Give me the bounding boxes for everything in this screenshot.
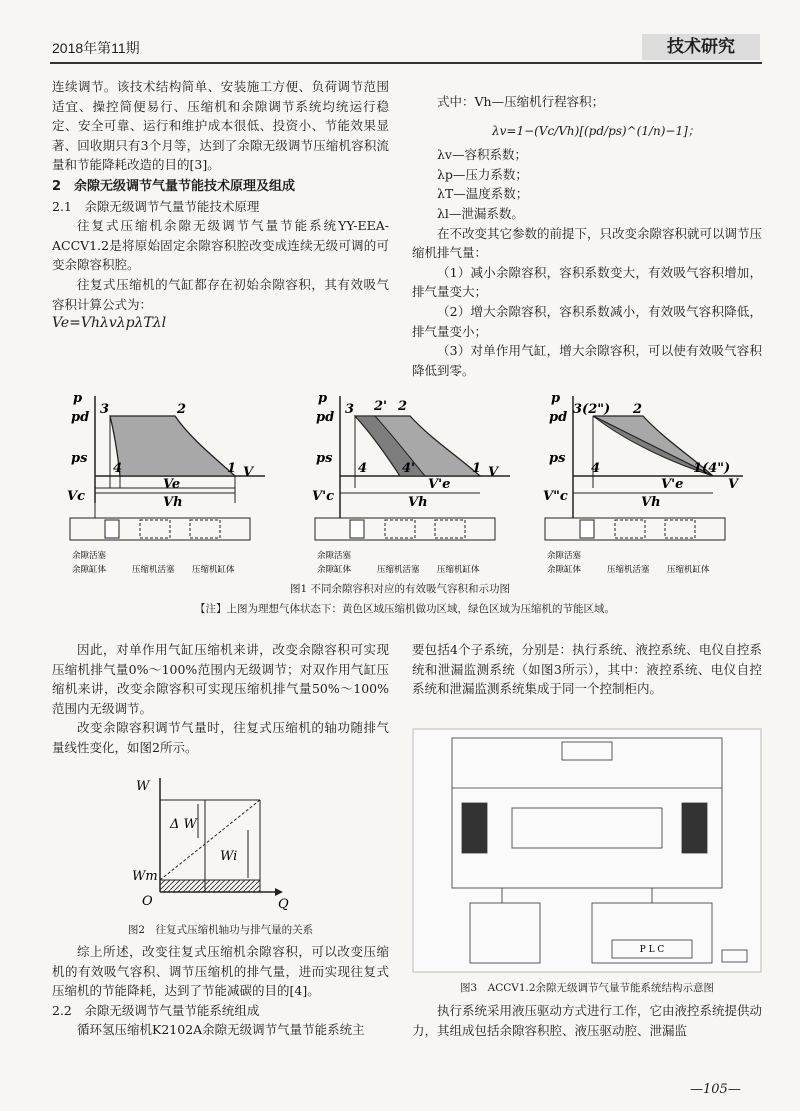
figure-1-note: 【注】上图为理想气体状态下：黄色区域压缩机做功区域，绿色区域为压缩机的节能区域。 [195,603,615,615]
vh-label: Vh [641,495,661,510]
ve-label: Ve [163,477,181,492]
paragraph: 往复式压缩机余隙无级调节气量节能系统YY-EEA-ACCV1.2是将原始固定余隙容积腔改变成连续无级可调的可变余隙容积腔。 [52,218,389,273]
mech-label: 压缩机活塞 [377,565,420,575]
mech-label: 压缩机活塞 [607,565,650,575]
ps-label: ps [549,451,566,466]
left-column-bottom-top [52,640,389,758]
figure-2 [130,770,300,910]
list-item: （1）减小余隙容积，容积系数变大，有效吸气容积增加，排气量变大； [412,264,762,300]
p-axis-label: p [551,391,561,406]
point-2: 2 [633,402,643,417]
list-item: （3）对单作用气缸，增大余隙容积，可以使有效吸气容积降低到零。 [412,343,762,378]
paragraph: 要包括4个子系统，分别是：执行系统、液控系统、电仪自控系统和泄漏监测系统（如图3所示），其中：液控系统、电仪自控系统和泄漏监测系统集成于同一个控制柜内。 [412,642,762,697]
wi-label: Wi [220,849,238,864]
pv-diagram-1 [67,391,265,518]
origin-label: O [142,894,153,909]
mech-label: 余隙缸体 [317,565,352,575]
ve-label: V'e [661,477,684,492]
point-4: 4 [113,461,123,476]
pd-label: pd [316,410,335,425]
mech-label: 压缩机缸体 [192,565,235,575]
right-column-end [412,1001,762,1040]
paragraph: 因此，对单作用气缸压缩机来讲，改变余隙容积可实现压缩机排气量0%～100%范围内无级调节；对双作用气缸压缩机来讲，改变余隙容积可实现压缩机排气量50%～100%范围内无级调节。 [52,642,389,716]
list-item: （2）增大余隙容积，容积系数减小，有效吸气容积降低，排气量变小； [412,303,762,339]
paragraph: 改变余隙容积调节气量时，往复式压缩机的轴功随排气量线性变化，如图2所示。 [52,720,389,755]
point-4p: 4' [402,461,416,476]
figure-3 [412,728,762,973]
paragraph: 在不改变其它参数的前提下，只改变余隙容积就可以调节压缩机排气量： [412,225,763,261]
vc-label: V"c [543,489,568,504]
paragraph: 执行系统采用液压驱动方式进行工作，它由液控系统提供动力，其组成包括余隙容积腔、液压驱动腔、泄漏监 [412,1003,763,1038]
ps-label: ps [316,451,333,466]
left-column-top [52,77,389,334]
paragraph: 连续调节。该技术结构简单、安装施工方便、负荷调节范围适宜、操控简便易行、压缩机和余隙调节系统均统运行稳定、安全可靠、运行和维护成本很低、投资小、节能效果显著、回收期只有3个月等，达到了余隙无级调节压缩机容积流量和节能降耗改造的目的[3]。 [52,79,389,173]
list-item: λT—温度系数； [437,186,529,202]
mech-label: 压缩机缸体 [437,565,480,575]
paragraph: 式中：Vh—压缩机行程容积； [437,94,605,109]
figure-3-caption: 图3 ACCV1.2余隙无级调节气量节能系统结构示意图 [459,982,715,994]
mech-label: 余隙活塞 [547,551,582,561]
w-axis-label: W [136,779,150,794]
paragraph: 往复式压缩机的气缸都存在初始余隙容积，其有效吸气容积计算公式为： [52,276,389,312]
figure-1 [55,388,755,578]
mech-label: 压缩机活塞 [132,565,175,575]
ps-label: ps [71,451,88,466]
formula-ve: Ve=VhλvλpλTλl [52,315,167,332]
figure-2-caption: 图2 往复式压缩机轴功与排气量的关系 [127,924,314,936]
pd-label: pd [549,410,568,425]
q-axis-label: Q [278,897,289,910]
pv-diagram-3 [543,391,743,518]
delta-w-label: Δ W [170,817,197,832]
point-3: 3 [100,402,110,417]
point-3: 3(2") [573,402,611,417]
mech-label: 余隙缸体 [72,565,107,575]
figure-1-caption: 图1 不同余隙容积对应的有效吸气容积和示功图 [289,583,511,595]
formula-lambda: λv=1−(Vc/Vh)[(pd/ps)^(1/n)−1]； [492,123,700,138]
point-1: 1(4") [693,461,731,476]
vh-label: Vh [163,495,183,510]
pd-label: pd [71,410,90,425]
mech-label: 压缩机缸体 [667,565,710,575]
p-axis-label: p [73,391,83,406]
mech-label: 余隙活塞 [72,551,107,561]
section-heading: 2 余隙无级调节气量节能技术原理及组成 [52,178,296,194]
list-item: λp—压力系数； [437,166,528,182]
vc-label: Vc [67,489,86,504]
list-item: λl—泄漏系数。 [437,205,524,221]
point-2p: 2' [374,399,388,414]
header-rule [50,62,762,64]
right-column-bottom [412,640,762,699]
subsection-heading: 2.1 余隙无级调节气量节能技术原理 [52,198,260,214]
point-2: 2 [398,399,408,414]
v-axis-label: V [728,477,739,492]
ve-label: V'e [428,477,451,492]
mech-label: 余隙缸体 [547,565,582,575]
pv-diagram-2 [312,391,510,518]
vh-label: Vh [408,495,428,510]
v-axis-label: V [488,465,499,480]
right-column-top [412,92,762,380]
point-3: 3 [345,402,355,417]
point-4: 4 [591,461,601,476]
point-4: 4 [358,461,368,476]
point-1: 1 [472,461,482,476]
page-number: —105— [690,1082,741,1097]
plc-label: P L C [639,945,665,955]
left-column-bottom [52,942,389,1040]
point-2: 2 [177,402,187,417]
v-axis-label: V [243,465,254,480]
point-1: 1 [227,461,237,476]
wm-label: Wm [132,869,158,884]
mechanism-strips [70,518,725,575]
list-item: λv—容积系数； [437,147,527,163]
issue-label: 2018年第11期 [52,40,140,56]
paragraph: 循环氢压缩机K2102A余隙无级调节气量节能系统主 [77,1022,365,1038]
p-axis-label: p [318,391,328,406]
section-label: 技术研究 [642,34,760,60]
mech-label: 余隙活塞 [317,551,352,561]
paragraph: 综上所述，改变往复式压缩机余隙容积，可以改变压缩机的有效吸气容积、调节压缩机的排气量，进而实现往复式压缩机的节能降耗，达到了节能减碳的目的[4]。 [52,944,389,999]
subsection-heading: 2.2 余隙无级调节气量节能系统组成 [52,1002,260,1018]
vc-label: V'c [312,489,334,504]
